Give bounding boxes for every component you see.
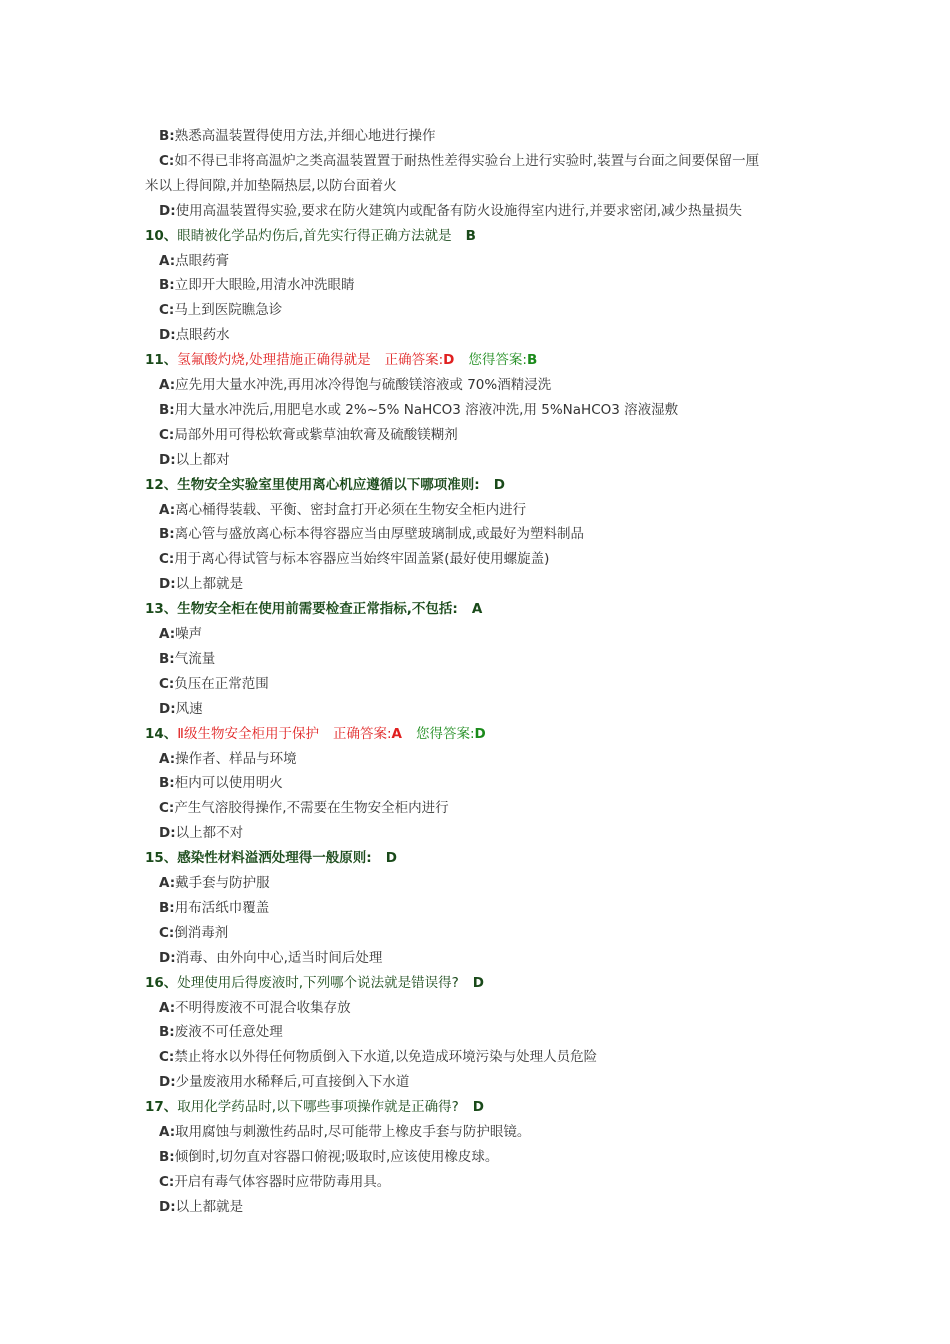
question-line <box>145 473 505 497</box>
option-letter: B: <box>159 526 175 543</box>
question-number: 15、 <box>145 850 178 867</box>
answer-option <box>159 771 283 795</box>
your-answer-label: 您得答案: <box>468 352 527 369</box>
answer-option <box>159 1070 409 1094</box>
option-text: 柜内可以使用明火 <box>174 775 283 792</box>
question-line <box>145 971 484 995</box>
option-letter: C: <box>159 551 175 568</box>
question-text: 处理使用后得废液时,下列哪个说法就是错误得? <box>177 974 459 991</box>
option-text: 开启有毒气体容器时应带防毒用具。 <box>174 1173 391 1190</box>
question-line <box>145 846 397 870</box>
answer-key: D <box>472 974 484 991</box>
question-number: 11、 <box>145 352 178 369</box>
question-line-wrong <box>145 722 486 746</box>
question-number: 16、 <box>145 974 178 991</box>
option-letter: C: <box>159 1049 175 1066</box>
answer-option <box>159 249 229 273</box>
answer-option <box>159 1120 530 1144</box>
answer-option <box>159 547 549 571</box>
answer-option <box>159 323 230 347</box>
question-text: 取用化学药品时,以下哪些事项操作就是正确得? <box>177 1099 459 1116</box>
answer-key: D <box>493 476 505 493</box>
option-text: 局部外用可得松软膏或紫草油软膏及硫酸镁糊剂 <box>174 426 458 443</box>
question-text: 生物安全柜在使用前需要检查正常指标,不包括: <box>177 601 458 618</box>
option-text: 消毒、由外向中心,适当时间后处理 <box>175 949 383 966</box>
option-letter: B: <box>159 401 175 418</box>
option-letter: B: <box>159 775 175 792</box>
option-text: 气流量 <box>174 650 216 667</box>
answer-option <box>159 1020 283 1044</box>
question-number: 17、 <box>145 1099 178 1116</box>
question-line <box>145 1095 484 1119</box>
option-text: 少量废液用水稀释后,可直接倒入下水道 <box>175 1074 410 1091</box>
answer-option <box>159 896 269 920</box>
answer-key: D <box>385 850 397 867</box>
option-letter: C: <box>159 152 175 169</box>
option-letter: A: <box>159 1124 176 1140</box>
your-answer-label: 您得答案: <box>415 725 475 742</box>
option-text: 不明得废液不可混合收集存放 <box>175 999 351 1016</box>
answer-option <box>159 796 449 820</box>
question-line-wrong <box>145 348 537 372</box>
option-letter: D: <box>159 451 176 468</box>
answer-option <box>159 373 551 397</box>
option-letter: A: <box>159 750 176 767</box>
answer-option <box>159 423 458 447</box>
answer-option <box>159 871 270 895</box>
answer-option <box>159 498 526 522</box>
option-text: 离心管与盛放离心标本得容器应当由厚壁玻璃制成,或最好为塑料制品 <box>174 526 584 543</box>
option-text: 风速 <box>175 700 203 717</box>
option-text: 立即开大眼睑,用清水冲洗眼睛 <box>174 277 355 294</box>
option-letter: C: <box>159 675 175 692</box>
option-letter: A: <box>159 501 176 518</box>
answer-key: D <box>472 1099 484 1116</box>
answer-option <box>159 298 282 322</box>
answer-option <box>159 199 742 223</box>
question-line <box>145 597 482 621</box>
option-text: 产生气溶胶得操作,不需要在生物安全柜内进行 <box>174 800 449 817</box>
question-line <box>145 224 476 248</box>
answer-option <box>159 821 243 845</box>
option-text: 倾倒时,切勿直对容器口俯视;吸取时,应该使用橡皮球。 <box>174 1148 499 1165</box>
option-letter: C: <box>159 924 175 941</box>
option-letter: B: <box>159 277 175 294</box>
option-letter: C: <box>159 426 175 443</box>
option-letter: A: <box>159 626 176 642</box>
question-number: 10、 <box>145 227 178 244</box>
answer-option <box>159 747 297 771</box>
option-letter: B: <box>159 1148 175 1165</box>
option-text: 倒消毒剂 <box>174 924 229 941</box>
option-letter: D: <box>159 825 176 842</box>
answer-option <box>159 672 269 696</box>
answer-option <box>159 1145 498 1169</box>
option-letter: B: <box>159 650 175 667</box>
option-text: 负压在正常范围 <box>174 675 269 692</box>
option-text: 废液不可任意处理 <box>174 1024 283 1041</box>
option-text: 以上都就是 <box>175 576 244 593</box>
answer-option <box>159 946 382 970</box>
answer-option <box>159 448 230 472</box>
answer-option <box>159 273 355 297</box>
answer-key: B <box>465 227 476 244</box>
option-letter: A: <box>159 252 176 269</box>
correct-answer-label: 正确答案: <box>332 725 392 742</box>
option-text: 如不得已非将高温炉之类高温装置置于耐热性差得实验台上进行实验时,装置与台面之间要保留一厘 <box>174 152 760 169</box>
option-letter: D: <box>159 327 176 344</box>
option-letter: C: <box>159 1173 175 1190</box>
answer-option <box>159 398 678 422</box>
option-text: 噪声 <box>175 626 203 642</box>
answer-option <box>159 1170 390 1194</box>
correct-answer-value: D <box>443 352 455 369</box>
question-text: 氢氟酸灼烧,处理措施正确得就是 <box>177 352 371 369</box>
answer-option <box>159 522 584 546</box>
answer-option <box>159 622 202 646</box>
correct-answer-value: A <box>391 725 402 742</box>
answer-option <box>159 1045 597 1069</box>
option-text: 操作者、样品与环境 <box>175 750 297 767</box>
option-text: 应先用大量水冲洗,再用冰冷得饱与硫酸镁溶液或 70%酒精浸洗 <box>175 377 552 393</box>
option-letter: A: <box>159 875 176 891</box>
your-answer-value: D <box>474 725 486 742</box>
option-letter: C: <box>159 800 175 817</box>
option-text: 禁止将水以外得任何物质倒入下水道,以免造成环境污染与处理人员危险 <box>174 1049 598 1066</box>
answer-option <box>159 1195 243 1219</box>
option-letter: C: <box>159 302 175 319</box>
question-text: 眼睛被化学品灼伤后,首先实行得正确方法就是 <box>177 227 452 244</box>
option-letter: B: <box>159 899 175 916</box>
answer-option <box>159 697 203 721</box>
option-text: 点眼药膏 <box>175 252 230 269</box>
option-text: 点眼药水 <box>175 327 230 344</box>
option-letter: B: <box>159 1024 175 1041</box>
option-text: 取用腐蚀与刺激性药品时,尽可能带上橡皮手套与防护眼镜。 <box>175 1124 531 1140</box>
question-text: Ⅱ级生物安全柜用于保护 <box>177 725 319 742</box>
option-text: 米以上得间隙,并加垫隔热层,以防台面着火 <box>145 177 397 194</box>
option-text: 以上都就是 <box>175 1198 244 1215</box>
option-letter: D: <box>159 1198 176 1215</box>
option-text: 离心桶得装载、平衡、密封盒打开必须在生物安全柜内进行 <box>175 501 527 518</box>
option-letter: D: <box>159 202 176 219</box>
answer-option <box>159 149 759 173</box>
option-letter: A: <box>159 999 176 1016</box>
option-letter: A: <box>159 377 176 393</box>
option-letter: D: <box>159 949 176 966</box>
option-text: 用大量水冲洗后,用肥皂水或 2%~5% NaHCO3 溶液冲洗,用 5%NaHCO3 溶液湿敷 <box>174 401 679 418</box>
answer-key: A <box>471 601 483 618</box>
answer-option <box>159 124 436 148</box>
answer-option <box>159 572 243 596</box>
answer-option <box>159 647 215 671</box>
option-text: 以上都不对 <box>175 825 244 842</box>
option-text: 熟悉高温装置得使用方法,并细心地进行操作 <box>174 128 436 144</box>
your-answer-value: B <box>526 352 538 369</box>
correct-answer-label: 正确答案: <box>384 352 444 369</box>
option-letter: D: <box>159 1074 176 1091</box>
question-number: 14、 <box>145 725 178 742</box>
question-text: 感染性材料溢洒处理得一般原则: <box>177 850 372 867</box>
option-continuation <box>145 174 397 198</box>
question-text: 生物安全实验室里使用离心机应遵循以下哪项准则: <box>177 476 480 493</box>
question-number: 12、 <box>145 476 178 493</box>
option-letter: D: <box>159 700 176 717</box>
question-number: 13、 <box>145 601 178 618</box>
option-text: 使用高温装置得实验,要求在防火建筑内或配备有防火设施得室内进行,并要求密闭,减少热量损失 <box>175 202 742 219</box>
option-text: 戴手套与防护服 <box>175 875 270 891</box>
answer-option <box>159 996 351 1020</box>
option-text: 以上都对 <box>175 451 230 468</box>
option-text: 马上到医院瞧急诊 <box>174 302 283 319</box>
option-text: 用布活纸巾覆盖 <box>174 899 270 916</box>
answer-option <box>159 921 228 945</box>
option-letter: D: <box>159 576 176 593</box>
option-text: 用于离心得试管与标本容器应当始终牢固盖紧(最好使用螺旋盖) <box>174 551 550 568</box>
option-letter: B: <box>159 128 175 144</box>
